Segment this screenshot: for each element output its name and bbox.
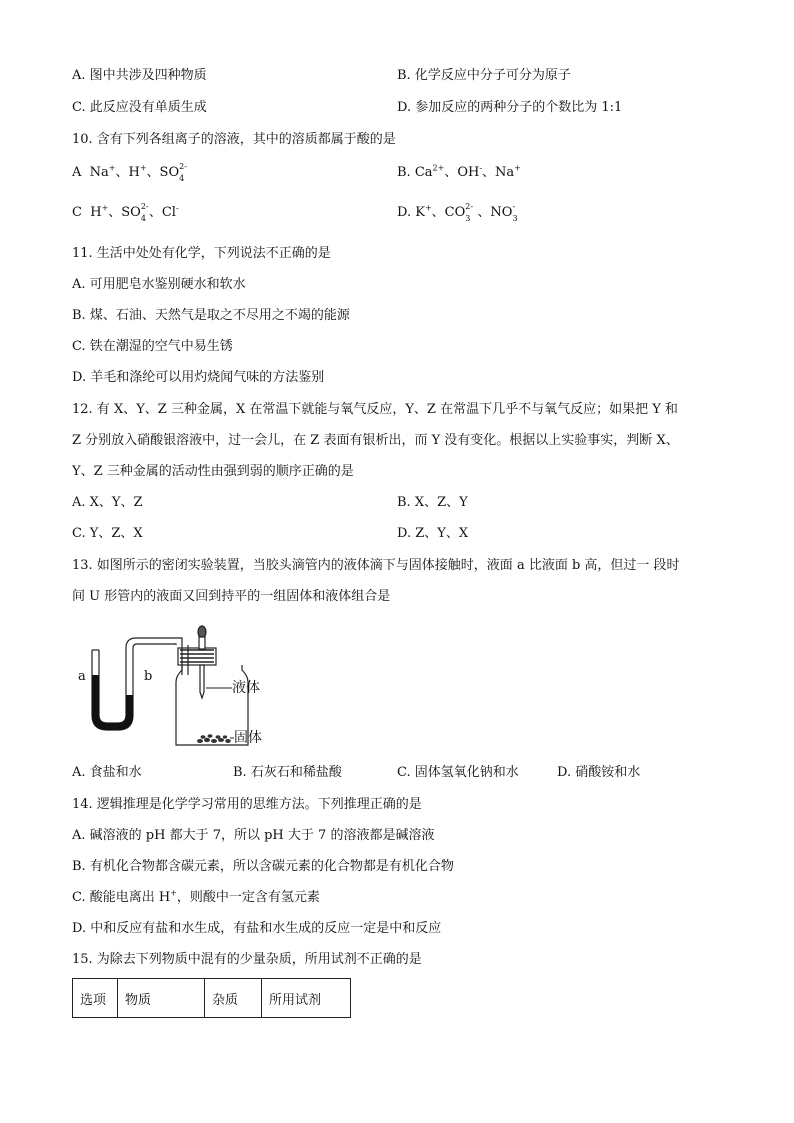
q13-option-b: B. 石灰石和稀盐酸 (233, 765, 342, 780)
q12-option-d: D. Z、Y、X (397, 526, 469, 541)
q14-option-d: D. 中和反应有盐和水生成，有盐和水生成的反应一定是中和反应 (72, 921, 442, 936)
table-header-row (73, 979, 351, 1018)
q12-option-c: C. Y、Z、X (72, 526, 143, 541)
q12-option-a: A. X、Y、Z (72, 495, 143, 510)
q13-option-c: C. 固体氢氧化钠和水 (397, 765, 519, 780)
apparatus-drawing (70, 620, 370, 750)
q9-option-d: D. 参加反应的两种分子的个数比为 1:1 (397, 100, 623, 115)
label-b: b (144, 669, 153, 684)
q10-option-c: C H+、SO 2- 4 、Cl- (72, 202, 179, 223)
q10-option-a: A Na+、H+、SO 2- 4 (72, 162, 187, 183)
label-a: a (78, 669, 86, 684)
q14-stem: 14. 逻辑推理是化学学习常用的思维方法。下列推理正确的是 (72, 797, 422, 812)
q15-table (72, 978, 351, 1018)
q11-option-d: D. 羊毛和涤纶可以用灼烧闻气味的方法鉴别 (72, 370, 325, 385)
q10-option-d: D. K+、CO 2- 3 、NO - 3 (397, 202, 518, 223)
label-solid: 固体 (234, 730, 262, 746)
q11-option-b: B. 煤、石油、天然气是取之不尽用之不竭的能源 (72, 308, 350, 323)
q9-option-c: C. 此反应没有单质生成 (72, 100, 207, 115)
q11-option-c: C. 铁在潮湿的空气中易生锈 (72, 339, 233, 354)
q9-option-b: B. 化学反应中分子可分为原子 (397, 68, 571, 83)
q13-stem-line1: 13. 如图所示的密闭实验装置，当胶头滴管内的液体滴下与固体接触时，液面 a 比液面 b 高，但过一 段时 (72, 558, 680, 573)
q14-option-c: C. 酸能电离出 H+，则酸中一定含有氢元素 (72, 888, 320, 905)
q13-stem-line2: 间 U 形管内的液面又回到持平的一组固体和液体组合是 (72, 589, 391, 604)
table-header-option: 选项 (73, 979, 118, 1018)
table-header-substance: 物质 (118, 979, 205, 1018)
q9-option-a: A. 图中共涉及四种物质 (72, 68, 207, 83)
q13-option-a: A. 食盐和水 (72, 765, 142, 780)
q12-stem-line1: 12. 有 X、Y、Z 三种金属，X 在常温下就能与氧气反应，Y、Z 在常温下几乎不与氧气反应；如果把 Y 和 (72, 402, 678, 417)
solid-particles (197, 734, 231, 743)
table-header-impurity: 杂质 (205, 979, 262, 1018)
q11-option-a: A. 可用肥皂水鉴别硬水和软水 (72, 277, 246, 292)
q15-stem: 15. 为除去下列物质中混有的少量杂质，所用试剂不正确的是 (72, 952, 422, 967)
q10-stem: 10. 含有下列各组离子的溶液，其中的溶质都属于酸的是 (72, 132, 396, 147)
table-header-reagent: 所用试剂 (262, 979, 351, 1018)
q11-stem: 11. 生活中处处有化学，下列说法不正确的是 (72, 246, 331, 261)
q13-option-d: D. 硝酸铵和水 (557, 765, 641, 780)
q12-option-b: B. X、Z、Y (397, 495, 468, 510)
q10-option-b: B. $Ca^{2+}$、OH-、Na+ (397, 163, 521, 180)
connecting-tube (126, 638, 182, 648)
q12-stem-line2: Z 分别放入硝酸银溶液中，过一会儿，在 Z 表面有银析出，而 Y 没有变化。根据以上实验事实，判断 X、 (72, 433, 679, 448)
q14-option-a: A. 碱溶液的 pH 都大于 7，所以 pH 大于 7 的溶液都是碱溶液 (72, 828, 435, 843)
q14-option-b: B. 有机化合物都含碳元素，所以含碳元素的化合物都是有机化合物 (72, 859, 454, 874)
apparatus-figure (70, 620, 370, 750)
u-tube-liquid (92, 675, 133, 730)
q12-stem-line3: Y、Z 三种金属的活动性由强到弱的顺序正确的是 (72, 464, 354, 479)
label-liquid: 液体 (232, 680, 260, 696)
